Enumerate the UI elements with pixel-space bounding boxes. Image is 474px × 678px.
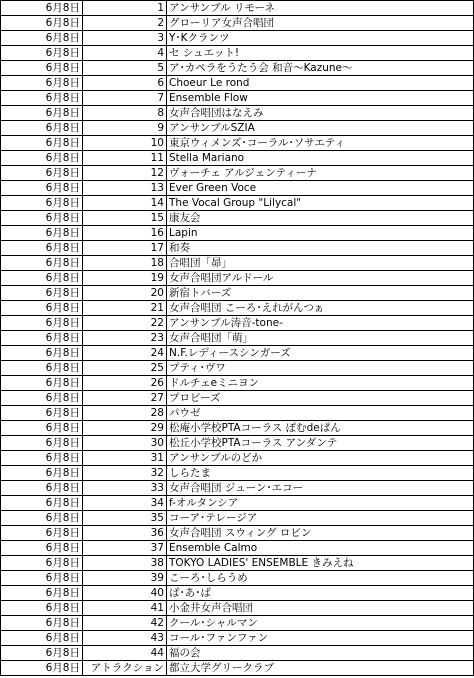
entry-number-cell: 9 xyxy=(83,121,167,136)
group-name-cell: 小金井女声合唱団 xyxy=(167,601,474,616)
entry-number-cell: 6 xyxy=(83,76,167,91)
table-row xyxy=(1,406,474,421)
table-row xyxy=(1,301,474,316)
table-row xyxy=(1,166,474,181)
entry-number-cell: 16 xyxy=(83,226,167,241)
group-name-cell: ア･カペラをうたう会 和音～Kazune～ xyxy=(167,61,474,76)
entry-number-cell: 27 xyxy=(83,391,167,406)
entry-number-cell: 17 xyxy=(83,241,167,256)
group-name-cell: ば･あ･ば xyxy=(167,586,474,601)
table-row xyxy=(1,286,474,301)
group-name-cell: Y･Kクランツ xyxy=(167,31,474,46)
group-name-cell: TOKYO LADIES' ENSEMBLE きみえね xyxy=(167,556,474,571)
group-name-cell: The Vocal Group "Lilycal" xyxy=(167,196,474,211)
entry-number-cell: 29 xyxy=(83,421,167,436)
table-row xyxy=(1,76,474,91)
entry-number-cell: 2 xyxy=(83,16,167,31)
group-name-cell: Ensemble Flow xyxy=(167,91,474,106)
date-cell: 6月8日 xyxy=(1,331,83,346)
entry-number-cell: 18 xyxy=(83,256,167,271)
table-body xyxy=(1,1,474,676)
date-cell: 6月8日 xyxy=(1,586,83,601)
date-cell: 6月8日 xyxy=(1,466,83,481)
table-row xyxy=(1,256,474,271)
entry-number-cell: 13 xyxy=(83,181,167,196)
date-cell: 6月8日 xyxy=(1,391,83,406)
entry-number-cell: 38 xyxy=(83,556,167,571)
table-row xyxy=(1,151,474,166)
group-name-cell: 女声合唱団 こーろ･えれがんつぁ xyxy=(167,301,474,316)
date-cell: 6月8日 xyxy=(1,616,83,631)
entry-number-cell: 34 xyxy=(83,496,167,511)
group-name-cell: セ シュエット! xyxy=(167,46,474,61)
table-row xyxy=(1,121,474,136)
entry-number-cell: 37 xyxy=(83,541,167,556)
group-name-cell: プティ･ヴワ xyxy=(167,361,474,376)
table-row xyxy=(1,421,474,436)
entry-number-cell: 43 xyxy=(83,631,167,646)
date-cell: 6月8日 xyxy=(1,571,83,586)
table-row xyxy=(1,241,474,256)
entry-number-cell: 24 xyxy=(83,346,167,361)
date-cell: 6月8日 xyxy=(1,301,83,316)
group-name-cell: Ever Green Voce xyxy=(167,181,474,196)
group-name-cell: 東京ウィメンズ･コーラル･ソサエティ xyxy=(167,136,474,151)
entry-number-cell: 12 xyxy=(83,166,167,181)
group-name-cell: コール･ファンファン xyxy=(167,631,474,646)
table-row xyxy=(1,271,474,286)
date-cell: 6月8日 xyxy=(1,271,83,286)
group-name-cell: クール･シャルマン xyxy=(167,616,474,631)
date-cell: 6月8日 xyxy=(1,406,83,421)
entry-number-cell: 26 xyxy=(83,376,167,391)
table-row xyxy=(1,451,474,466)
date-cell: 6月8日 xyxy=(1,481,83,496)
entry-number-cell: 20 xyxy=(83,286,167,301)
table-row xyxy=(1,526,474,541)
entry-number-cell: 1 xyxy=(83,1,167,16)
date-cell: 6月8日 xyxy=(1,61,83,76)
entry-number-cell: 23 xyxy=(83,331,167,346)
group-name-cell: 都立大学グリークラブ xyxy=(167,661,474,676)
table-row xyxy=(1,601,474,616)
group-name-cell: 女声合唱団 スウィング ロビン xyxy=(167,526,474,541)
table-row xyxy=(1,661,474,676)
date-cell: 6月8日 xyxy=(1,541,83,556)
entry-number-cell: 11 xyxy=(83,151,167,166)
group-name-cell: Lapin xyxy=(167,226,474,241)
group-name-cell: 女声合唱団はなえみ xyxy=(167,106,474,121)
group-name-cell: f-オルタンシア xyxy=(167,496,474,511)
table-row xyxy=(1,46,474,61)
table-row xyxy=(1,571,474,586)
date-cell: 6月8日 xyxy=(1,601,83,616)
group-name-cell: 松丘小学校PTAコーラス アンダンテ xyxy=(167,436,474,451)
entry-number-cell: 41 xyxy=(83,601,167,616)
table-row xyxy=(1,331,474,346)
date-cell: 6月8日 xyxy=(1,646,83,661)
table-row xyxy=(1,466,474,481)
group-name-cell: Ensemble Calmo xyxy=(167,541,474,556)
date-cell: 6月8日 xyxy=(1,181,83,196)
group-name-cell: 松庵小学校PTAコーラス ぽむdeぱん xyxy=(167,421,474,436)
date-cell: 6月8日 xyxy=(1,421,83,436)
group-name-cell: コーア･テレージア xyxy=(167,511,474,526)
date-cell: 6月8日 xyxy=(1,346,83,361)
group-name-cell: グローリア女声合唱団 xyxy=(167,16,474,31)
table-row xyxy=(1,586,474,601)
entry-number-cell: 40 xyxy=(83,586,167,601)
date-cell: 6月8日 xyxy=(1,136,83,151)
table-row xyxy=(1,31,474,46)
group-name-cell: アンサンブル涛音-tone- xyxy=(167,316,474,331)
date-cell: 6月8日 xyxy=(1,226,83,241)
entry-number-cell: 19 xyxy=(83,271,167,286)
entry-number-cell: 3 xyxy=(83,31,167,46)
table-row xyxy=(1,136,474,151)
entry-number-cell: 42 xyxy=(83,616,167,631)
entry-number-cell: アトラクション xyxy=(83,661,167,676)
table-row xyxy=(1,541,474,556)
group-name-cell: プロビーズ xyxy=(167,391,474,406)
group-name-cell: 合唱団「昴」 xyxy=(167,256,474,271)
table-row xyxy=(1,616,474,631)
entry-number-cell: 30 xyxy=(83,436,167,451)
entry-number-cell: 14 xyxy=(83,196,167,211)
entry-number-cell: 28 xyxy=(83,406,167,421)
date-cell: 6月8日 xyxy=(1,76,83,91)
table-row xyxy=(1,106,474,121)
entry-number-cell: 32 xyxy=(83,466,167,481)
group-name-cell: 女声合唱団「萌」 xyxy=(167,331,474,346)
date-cell: 6月8日 xyxy=(1,436,83,451)
group-name-cell: 和奏 xyxy=(167,241,474,256)
date-cell: 6月8日 xyxy=(1,106,83,121)
table-row xyxy=(1,361,474,376)
table-row xyxy=(1,436,474,451)
group-name-cell: ヴォーチェ アルジェンティーナ xyxy=(167,166,474,181)
table-row xyxy=(1,226,474,241)
group-name-cell: 女声合唱団アルドール xyxy=(167,271,474,286)
table-row xyxy=(1,391,474,406)
date-cell: 6月8日 xyxy=(1,16,83,31)
date-cell: 6月8日 xyxy=(1,496,83,511)
date-cell: 6月8日 xyxy=(1,121,83,136)
group-name-cell: Choeur Le rond xyxy=(167,76,474,91)
date-cell: 6月8日 xyxy=(1,46,83,61)
date-cell: 6月8日 xyxy=(1,166,83,181)
group-name-cell: N.F.レディースシンガーズ xyxy=(167,346,474,361)
entry-number-cell: 44 xyxy=(83,646,167,661)
table-row xyxy=(1,61,474,76)
date-cell: 6月8日 xyxy=(1,151,83,166)
entry-number-cell: 39 xyxy=(83,571,167,586)
date-cell: 6月8日 xyxy=(1,241,83,256)
entry-number-cell: 15 xyxy=(83,211,167,226)
table-row xyxy=(1,496,474,511)
group-name-cell: アンサンブル リモーネ xyxy=(167,1,474,16)
date-cell: 6月8日 xyxy=(1,451,83,466)
entry-number-cell: 7 xyxy=(83,91,167,106)
date-cell: 6月8日 xyxy=(1,661,83,676)
group-name-cell: Stella Mariano xyxy=(167,151,474,166)
group-name-cell: こーろ･しらうめ xyxy=(167,571,474,586)
entry-number-cell: 22 xyxy=(83,316,167,331)
table-row xyxy=(1,511,474,526)
table-row xyxy=(1,91,474,106)
table-row xyxy=(1,196,474,211)
date-cell: 6月8日 xyxy=(1,556,83,571)
table-row xyxy=(1,346,474,361)
group-name-cell: パウゼ xyxy=(167,406,474,421)
group-name-cell: 康友会 xyxy=(167,211,474,226)
entry-number-cell: 36 xyxy=(83,526,167,541)
group-name-cell: アンサンブルのどか xyxy=(167,451,474,466)
group-name-cell: アンサンブルSZIA xyxy=(167,121,474,136)
date-cell: 6月8日 xyxy=(1,31,83,46)
date-cell: 6月8日 xyxy=(1,631,83,646)
entry-number-cell: 35 xyxy=(83,511,167,526)
date-cell: 6月8日 xyxy=(1,211,83,226)
entry-number-cell: 8 xyxy=(83,106,167,121)
date-cell: 6月8日 xyxy=(1,526,83,541)
date-cell: 6月8日 xyxy=(1,286,83,301)
table-row xyxy=(1,1,474,16)
table-row xyxy=(1,376,474,391)
entry-number-cell: 5 xyxy=(83,61,167,76)
table-row xyxy=(1,646,474,661)
date-cell: 6月8日 xyxy=(1,91,83,106)
group-name-cell: 新宿トバーズ xyxy=(167,286,474,301)
group-name-cell: 福の会 xyxy=(167,646,474,661)
date-cell: 6月8日 xyxy=(1,1,83,16)
date-cell: 6月8日 xyxy=(1,376,83,391)
entry-number-cell: 25 xyxy=(83,361,167,376)
entry-number-cell: 4 xyxy=(83,46,167,61)
table-row xyxy=(1,631,474,646)
entry-number-cell: 31 xyxy=(83,451,167,466)
table-row xyxy=(1,556,474,571)
table-row xyxy=(1,316,474,331)
date-cell: 6月8日 xyxy=(1,256,83,271)
group-name-cell: ドルチェeミニヨン xyxy=(167,376,474,391)
entry-number-cell: 10 xyxy=(83,136,167,151)
entry-number-cell: 33 xyxy=(83,481,167,496)
date-cell: 6月8日 xyxy=(1,196,83,211)
table-row xyxy=(1,181,474,196)
date-cell: 6月8日 xyxy=(1,361,83,376)
table-row xyxy=(1,16,474,31)
date-cell: 6月8日 xyxy=(1,511,83,526)
table-row xyxy=(1,481,474,496)
group-name-cell: 女声合唱団 ジューン･エコー xyxy=(167,481,474,496)
group-name-cell: しらたま xyxy=(167,466,474,481)
table-row xyxy=(1,211,474,226)
date-cell: 6月8日 xyxy=(1,316,83,331)
entry-number-cell: 21 xyxy=(83,301,167,316)
